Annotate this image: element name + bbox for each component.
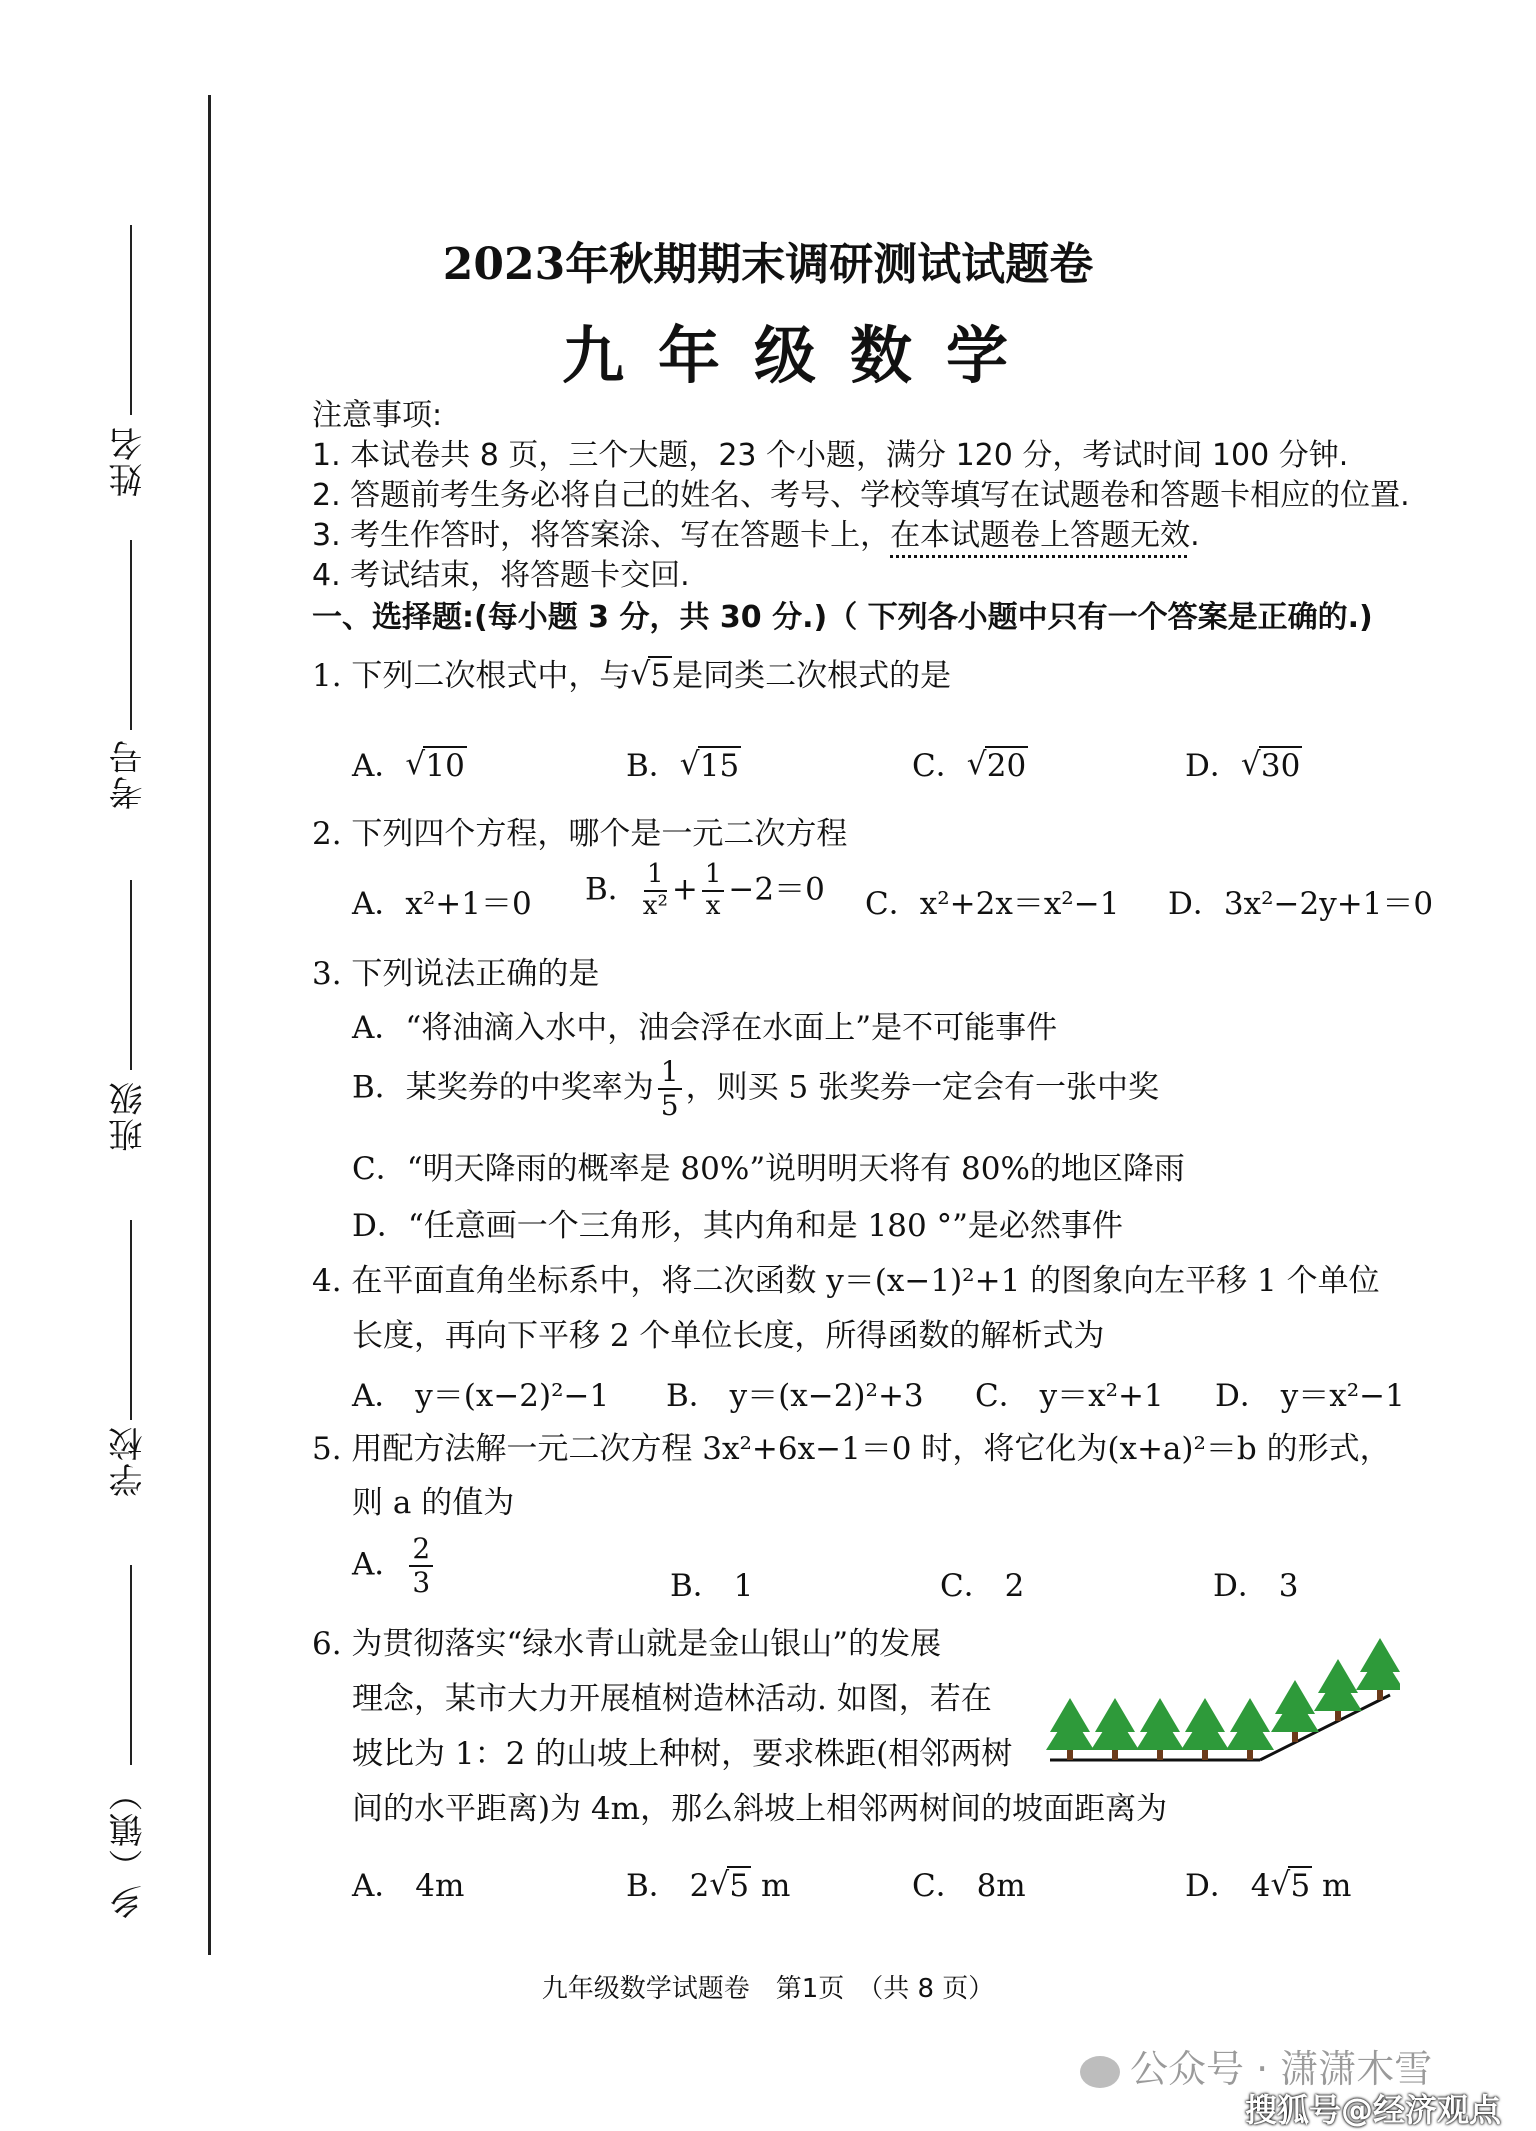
q2-option-d: D．3x²−2y+1＝0 [1168, 886, 1434, 922]
watermark-sohu: 搜狐号@经济观点 [1245, 2091, 1502, 2129]
exam-title: 2023年秋期期末调研测试试题卷 [442, 239, 1094, 290]
name-label: 姓名 [109, 425, 149, 497]
class-label: 班级 [109, 1080, 149, 1152]
tree-icon [1046, 1698, 1094, 1760]
tree-icon [1091, 1698, 1139, 1760]
tree-icon [1136, 1698, 1184, 1760]
id-fill-line [130, 540, 132, 730]
question-6-line-3: 坡比为 1：2 的山坡上种树，要求株距(相邻两树 [352, 1736, 1013, 1772]
q6-option-b: B． 2√ 5 m [626, 1860, 790, 1905]
q4-option-b: B． y＝(x−2)²+3 [666, 1378, 924, 1414]
question-4-line-1: 4. 在平面直角坐标系中，将二次函数 y＝(x−1)²+1 的图象向左平移 1 个单位 [312, 1263, 1380, 1299]
question-3-stem: 3. 下列说法正确的是 [312, 956, 600, 992]
question-6-line-4: 间的水平距离)为 4m，那么斜坡上相邻两树间的坡面距离为 [352, 1791, 1168, 1827]
notice-item-3: 3. 考生作答时，将答案涂、写在答题卡上，在本试题卷上答题无效. [312, 518, 1200, 553]
question-1-stem: 1. 下列二次根式中，与√ 5是同类二次根式的是 [312, 650, 951, 695]
q3-option-d: D．“任意画一个三角形，其内角和是 180 °”是必然事件 [352, 1208, 1123, 1244]
tree-icon [1226, 1698, 1274, 1760]
q3-option-a: A．“将油滴入水中，油会浮在水面上”是不可能事件 [352, 1010, 1058, 1046]
question-5-line-2: 则 a 的值为 [352, 1485, 515, 1521]
q2-option-b: B． $\frac{1}{\text{x²}}$ + $\frac{1}{x}$ −2＝0 [585, 859, 825, 921]
q1-option-b: B．√ 15 [626, 740, 741, 785]
question-5-line-1: 5. 用配方法解一元二次方程 3x²+6x−1＝0 时，将它化为(x+a)²＝b 的形式， [312, 1431, 1391, 1467]
q3-option-b: B．某奖券的中奖率为 $\frac{1}{5}$ ，则买 5 张奖券一定会有一张中奖 [352, 1055, 1160, 1123]
q1-option-d: D．√ 30 [1185, 740, 1302, 785]
q5-option-b: B． 1 [670, 1568, 754, 1604]
question-6-line-2: 理念，某市大力开展植树造林活动. 如图，若在 [352, 1681, 992, 1717]
q1-option-c: C．√ 20 [912, 740, 1028, 785]
page-footer: 九年级数学试题卷 第1页 （共 8 页） [541, 1974, 995, 2004]
section-heading: 一、选择题:(每小题 3 分，共 30 分.)（ 下列各小题中只有一个答案是正确的.) [312, 600, 1373, 635]
watermark-wechat: 公众号 · 潇潇木雪 [1080, 2038, 1432, 2093]
slope-trees-figure [1040, 1610, 1400, 1780]
question-2-stem: 2. 下列四个方程，哪个是一元二次方程 [312, 816, 848, 852]
wechat-icon [1080, 2056, 1120, 2088]
question-4-line-2: 长度，再向下平移 2 个单位长度，所得函数的解析式为 [352, 1318, 1105, 1354]
school-fill-line [130, 1220, 132, 1420]
q2-option-c: C．x²+2x＝x²−1 [865, 886, 1120, 922]
tree-icon [1356, 1638, 1400, 1700]
q4-option-c: C． y＝x²+1 [975, 1378, 1164, 1414]
q3-option-c: C．“明天降雨的概率是 80%”说明明天将有 80%的地区降雨 [352, 1151, 1185, 1187]
q6-option-a: A． 4m [352, 1868, 465, 1904]
town-label: 乡（镇） [109, 1775, 149, 1919]
class-fill-line [130, 880, 132, 1070]
q6-option-c: C． 8m [912, 1868, 1026, 1904]
notice-item-2: 2. 答题前考生务必将自己的姓名、考号、学校等填写在试题卷和答题卡相应的位置. [312, 478, 1410, 513]
q4-option-d: D． y＝x²−1 [1215, 1378, 1405, 1414]
q6-option-d: D． 4√ 5 m [1185, 1860, 1351, 1905]
q5-option-d: D． 3 [1213, 1568, 1299, 1604]
id-label: 考号 [109, 738, 149, 810]
q1-option-a: A．√ 10 [352, 740, 467, 785]
q2-option-a: A．x²+1＝0 [352, 886, 532, 922]
notice-heading: 注意事项: [312, 398, 443, 433]
school-label: 学校 [109, 1425, 149, 1497]
notice-item-4: 4. 考试结束，将答题卡交回. [312, 558, 690, 593]
notice-item-1: 1. 本试卷共 8 页，三个大题，23 个小题，满分 120 分，考试时间 100 分钟. [312, 438, 1349, 473]
tree-icon [1181, 1698, 1229, 1760]
town-fill-line [130, 1565, 132, 1765]
q4-option-a: A． y＝(x−2)²−1 [352, 1378, 610, 1414]
q5-option-c: C． 2 [940, 1568, 1025, 1604]
subject-title: 九年级数学 [561, 319, 1042, 392]
question-6-line-1: 6. 为贯彻落实“绿水青山就是金山银山”的发展 [312, 1626, 942, 1662]
q5-option-a: A． $\frac{2}{3}$ [352, 1533, 437, 1599]
